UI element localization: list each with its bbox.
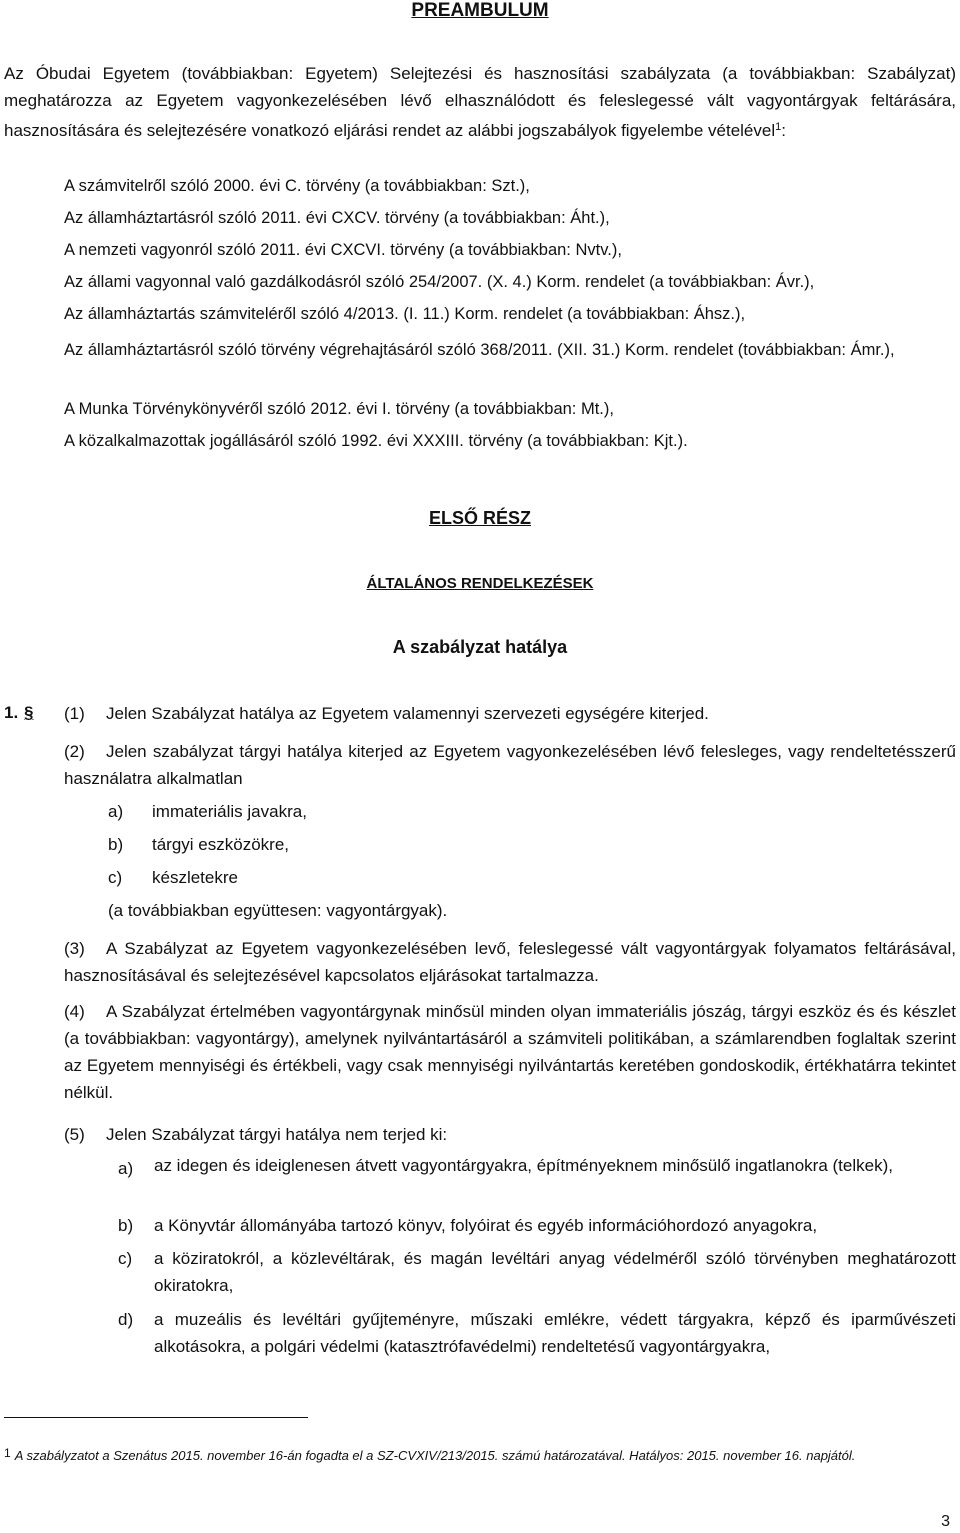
paragraph-label: (5) [64,1125,85,1144]
paragraph-1-text: Jelen Szabályzat hatálya az Egyetem valamennyi szervezeti egységére kiterjed. [106,704,709,723]
law-item: Az államháztartásról szóló törvény végrehajtásáról szóló 368/2011. (XII. 31.) Korm. rendelet (továbbiakban: Ámr.), [64,341,895,359]
footnote-text: A szabályzatot a Szenátus 2015. november 16-án fogadta el a SZ-CVXIV/213/2015. számú határozatával. Hatályos: 2015. november 16. napjától. [14,1448,856,1463]
list-item-letter: b) [118,1216,134,1235]
paragraph-3 [64,935,956,989]
paragraph-label: (3) [64,939,85,958]
footnote-mark: 1 [4,1446,11,1460]
paragraph-2 [64,738,956,792]
paragraph-4-text: A Szabályzat értelmében vagyontárgynak minősül minden olyan immateriális jószág, tárgyi eszköz és és készlet (a továbbiakban: vagyontárgy), amelynek nyilvántartásáról a számviteli politikában, a számlarendben foglaltak szerint az Egyetem mennyiségi és értékbeli, vagy csak mennyiségi nyilvántartás keretében gondoskodik, értékhatárra tekintet nélkül. [64,1002,956,1102]
preamble-intro-tail: : [781,121,786,140]
footnote [4,1446,855,1463]
part-title: ELSŐ RÉSZ [428,508,531,528]
list-item-text: a Könyvtár állományába tartozó könyv, folyóirat és egyéb információhordozó anyagokra, [154,1216,818,1235]
list-item-text: tárgyi eszközökre, [152,835,289,854]
paragraph-label: (4) [64,1002,85,1021]
law-item: Az államháztartás számviteléről szóló 4/2013. (I. 11.) Korm. rendelet (a továbbiakban: Áhsz.), [64,305,746,323]
list-item-letter: a) [118,1159,134,1178]
page-number: 3 [941,1513,950,1530]
section-title: A szabályzat hatálya [392,637,568,657]
list-item-letter: d) [118,1310,134,1329]
paragraph-3-text: A Szabályzat az Egyetem vagyonkezelésében levő, feleslegessé vált vagyontárgyak folyamatos feltárásával, hasznosításával és selejtezésével kapcsolatos eljárásokat tartalmazza. [64,939,956,985]
footnote-reference: 1 [775,121,782,133]
list-item-letter: c) [118,1249,133,1268]
preamble-title: PREAMBULUM [411,0,549,21]
law-item: A nemzeti vagyonról szóló 2011. évi CXCVI. törvény (a továbbiakban: Nvtv.), [64,241,622,259]
paragraph-5-text: Jelen Szabályzat tárgyi hatálya nem terjed ki: [106,1125,448,1144]
paragraph-4 [64,998,956,1106]
list-item-letter: b) [108,835,124,854]
section-number: 1. [4,703,19,722]
list-item-text: a köziratokról, a közlevéltárak, és magán levéltári anyag védelméről szóló törvényben meghatározott okiratokra, [154,1249,956,1295]
section-sign: § [24,703,34,722]
preamble-intro [4,60,956,144]
footnote-separator [4,1417,308,1418]
list-item-text: készletekre [152,868,238,887]
list-item-text: a muzeális és levéltári gyűjteményre, műszaki emlékre, védett tárgyakra, képző és iparművészeti alkotásokra, a polgári védelmi (katasztrófavédelmi) rendeltetésű vagyontárgyakra, [154,1310,956,1356]
preamble-intro-text: Az Óbudai Egyetem (továbbiakban: Egyetem) Selejtezési és hasznosítási szabályzata (a továbbiakban: Szabályzat) meghatározza az Egyetem vagyonkezelésében lévő elhasználódott és feleslegessé vált vagyontárgyak feltárására, hasznosítására és selejtezésére vonatkozó eljárási rendet az alábbi jogszabályok figyelembe vételével [4,64,956,140]
law-item: A Munka Törvénykönyvéről szóló 2012. évi I. törvény (a továbbiakban: Mt.), [64,400,614,418]
paragraph-label: (1) [64,704,85,723]
list-item-letter: a) [108,802,124,821]
paragraph-label: (2) [64,742,85,761]
paragraph-2-text: Jelen szabályzat tárgyi hatálya kiterjed az Egyetem vagyonkezelésében lévő felesleges, vagy rendeltetésszerű használatra alkalmatlan [64,742,956,788]
list-item-text: az idegen és ideiglenesen átvett vagyontárgyakra, építményeknem minősülő ingatlanokra (telkek), [154,1156,893,1175]
chapter-title: ÁLTALÁNOS RENDELKEZÉSEK [366,575,594,592]
law-item: Az államháztartásról szóló 2011. évi CXCV. törvény (a továbbiakban: Áht.), [64,209,610,227]
paragraph-2-closing: (a továbbiakban együttesen: vagyontárgyak). [108,901,448,920]
list-item-letter: c) [108,868,123,887]
law-item: A közalkalmazottak jogállásáról szóló 1992. évi XXXIII. törvény (a továbbiakban: Kjt.). [64,432,688,450]
law-item: Az állami vagyonnal való gazdálkodásról szóló 254/2007. (X. 4.) Korm. rendelet (a továbbiakban: Ávr.), [64,273,815,291]
law-item: A számvitelről szóló 2000. évi C. törvény (a továbbiakban: Szt.), [64,177,530,195]
list-item-text: immateriális javakra, [152,802,307,821]
